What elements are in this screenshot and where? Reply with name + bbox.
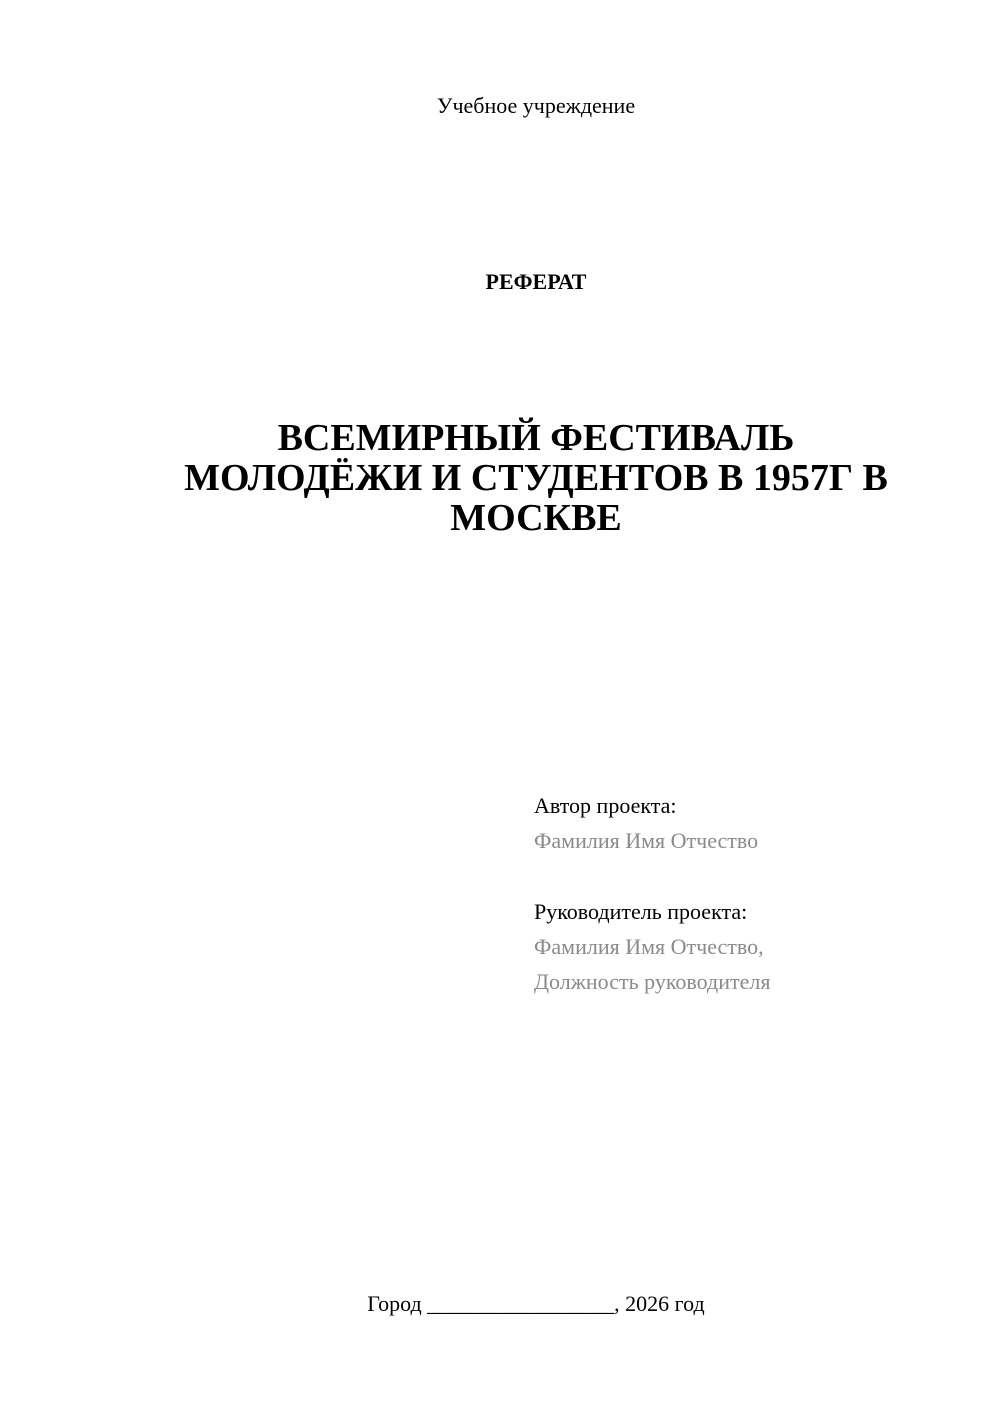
city-blank: _________________ xyxy=(427,1291,615,1316)
supervisor-label: Руководитель проекта: xyxy=(534,899,748,924)
city-year-line xyxy=(0,1290,1000,1318)
city-label: Город xyxy=(367,1291,422,1316)
year-text: , 2026 год xyxy=(614,1291,705,1316)
supervisor-position: Должность руководителя xyxy=(534,969,771,994)
supervisor-name: Фамилия Имя Отчество, xyxy=(534,934,764,959)
author-label: Автор проекта: xyxy=(534,793,677,818)
document-title: ВСЕМИРНЫЙ ФЕСТИВАЛЬ МОЛОДЁЖИ И СТУДЕНТОВ В 1957Г В МОСКВЕ xyxy=(184,417,888,539)
author-name: Фамилия Имя Отчество xyxy=(534,828,759,853)
credits-block xyxy=(534,788,974,999)
credits-spacer xyxy=(534,858,974,894)
document-type: РЕФЕРАТ xyxy=(485,269,587,294)
institution-name: Учебное учреждение xyxy=(436,93,636,118)
